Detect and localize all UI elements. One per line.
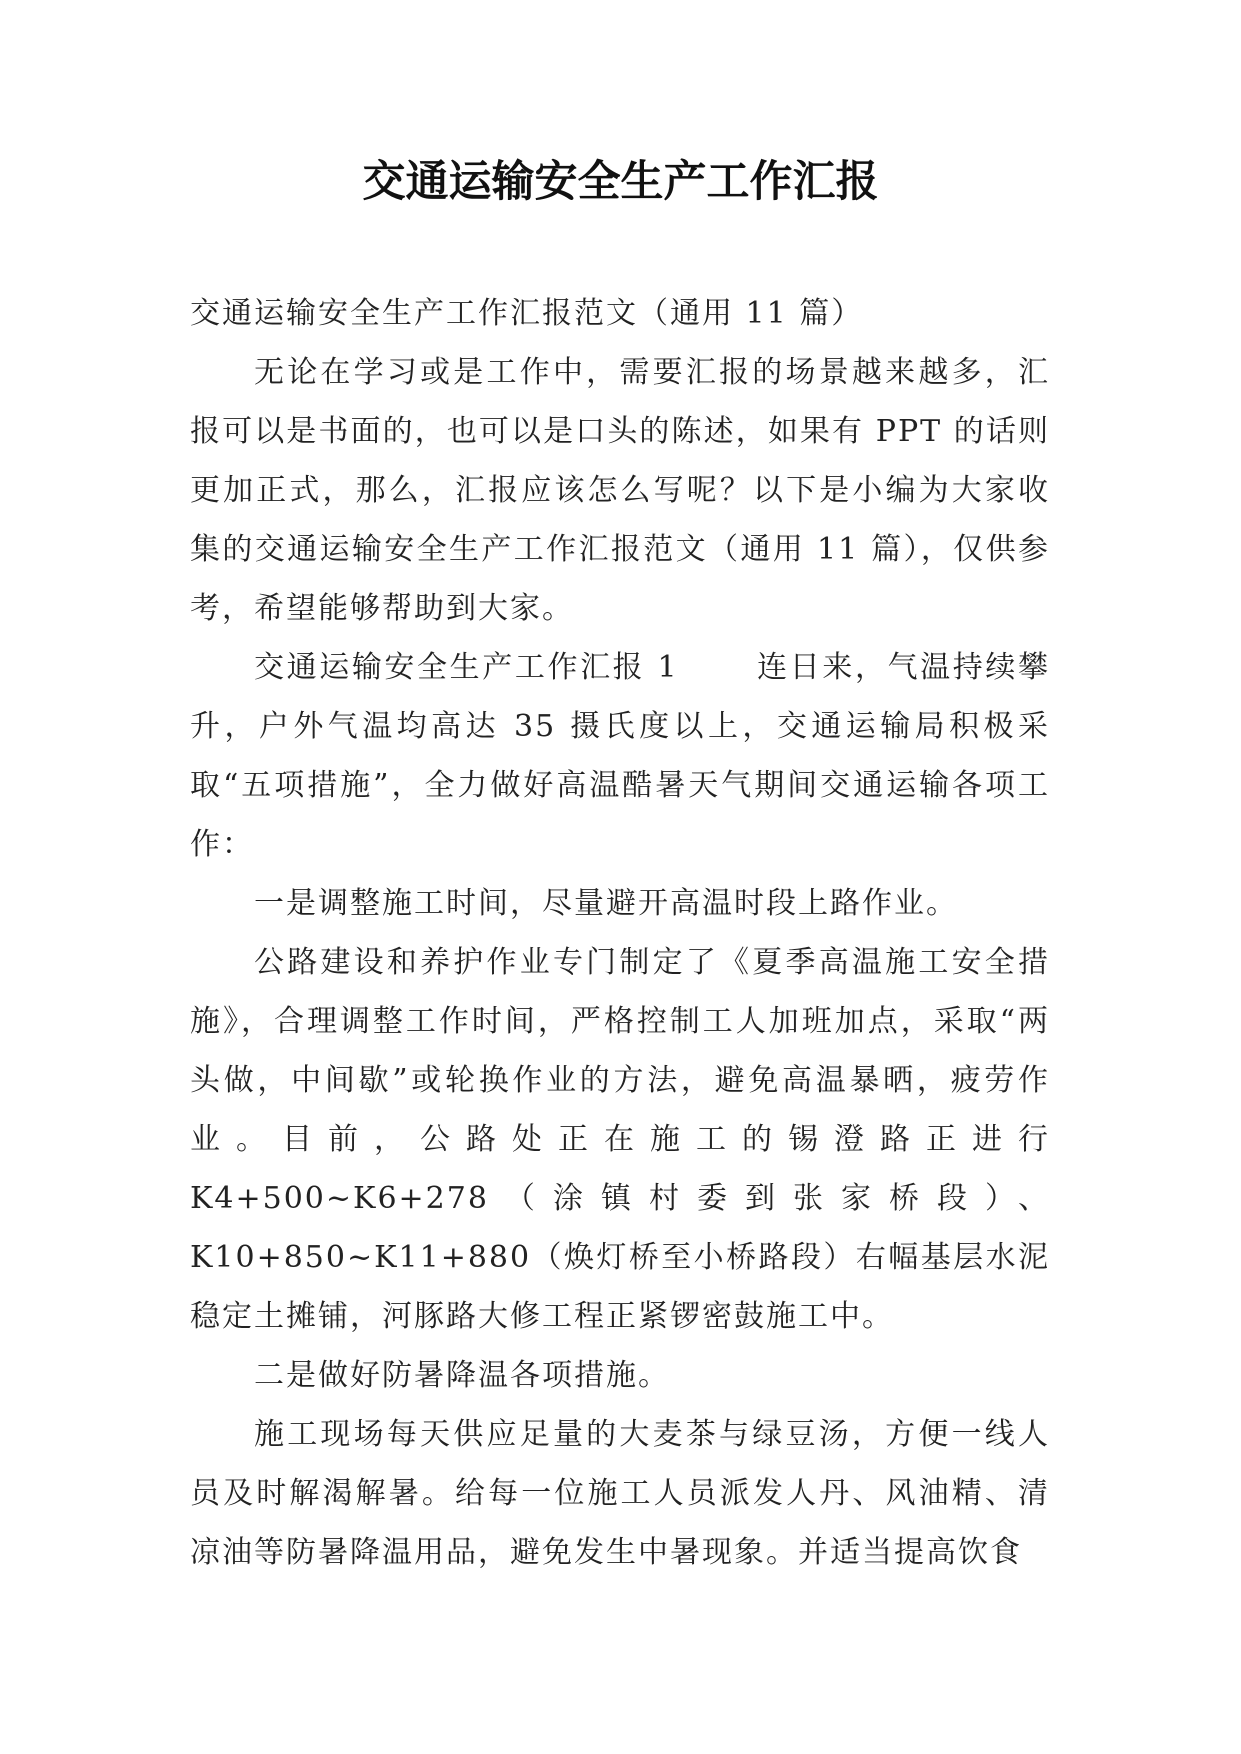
paragraph-measure-1-detail: 公路建设和养护作业专门制定了《夏季高温施工安全措施》，合理调整工作时间，严格控制工人加班加点，采取“两头做，中间歇”或轮换作业的方法，避免高温暴晒，疲劳作业。目前，公路处正在施工的锡澄路正进行 K4+500~K6+278（涂镇村委到张家桥段）、K10+850~K11+880（焕灯桥至小桥路段）右幅基层水泥稳定土摊铺，河豚路大修工程正紧锣密鼓施工中。 [190, 945, 1050, 1334]
paragraph-intro: 无论在学习或是工作中，需要汇报的场景越来越多，汇报可以是书面的，也可以是口头的陈述，如果有 PPT 的话则更加正式，那么，汇报应该怎么写呢？以下是小编为大家收集的交通运输安全生产工作汇报范文（通用 11 篇），仅供参考，希望能够帮助到大家。 [190, 355, 1050, 626]
paragraph-measure-1: 一是调整施工时间，尽量避开高温时段上路作业。 [254, 886, 958, 921]
paragraph-report-1 [190, 638, 1050, 874]
document-title: 交通运输安全生产工作汇报 [362, 157, 879, 207]
paragraph-measure-2: 二是做好防暑降温各项措施。 [254, 1358, 670, 1393]
paragraph-measure-2-detail: 施工现场每天供应足量的大麦茶与绿豆汤，方便一线人员及时解渴解暑。给每一位施工人员派发人丹、风油精、清凉油等防暑降温用品，避免发生中暑现象。并适当提高饮食 [190, 1417, 1050, 1570]
paragraph-subtitle: 交通运输安全生产工作汇报范文（通用 11 篇） [190, 296, 864, 331]
section-heading-report-1: 交通运输安全生产工作汇报 1 [254, 650, 679, 685]
document-body [190, 284, 1050, 1582]
report-1-text: 连日来，气温持续攀升，户外气温均高达 35 摄氏度以上，交通运输局积极采取“五项措施”，全力做好高温酷暑天气期间交通运输各项工作： [190, 650, 1051, 862]
